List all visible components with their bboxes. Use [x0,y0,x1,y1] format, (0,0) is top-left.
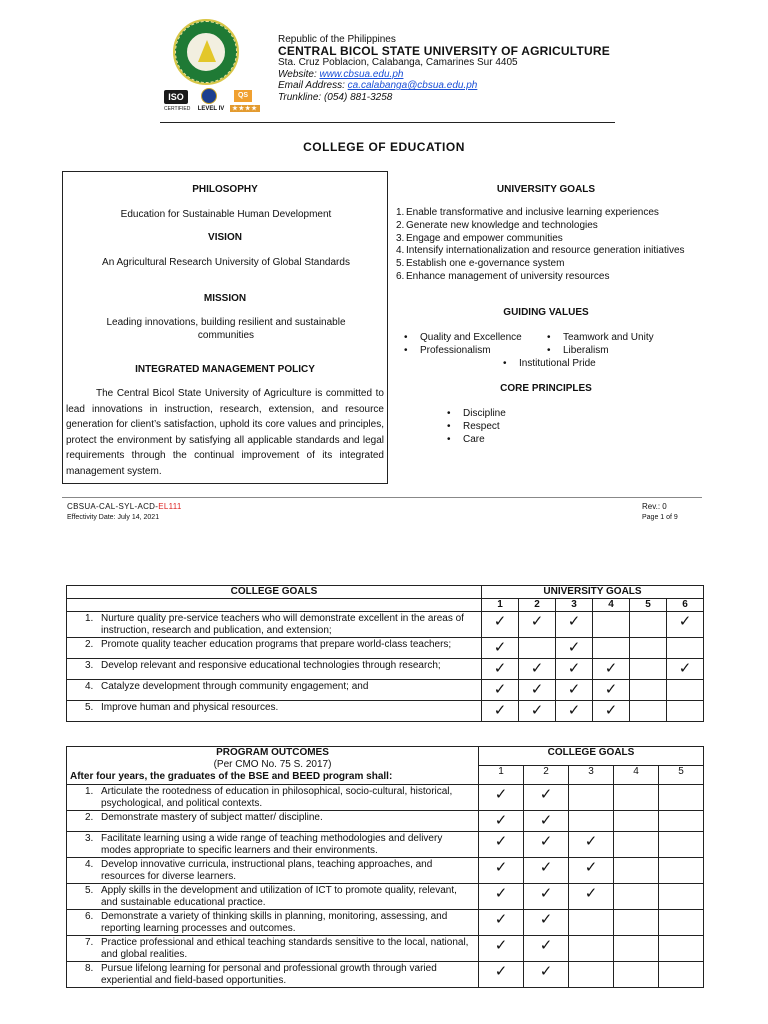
row-num: 8. [85,963,94,974]
university-goals-list [396,207,716,284]
check-icon: ✓ [494,786,508,803]
row-text: Articulate the rootedness of education in philosophical, socio-cultural, historical, psychological, and political contexts. [101,786,453,809]
col-num: 5 [630,599,667,612]
mission-text: Leading innovations, building resilient and sustainable communities [106,317,346,341]
check-cell [614,832,659,858]
check-cell [482,612,519,638]
check-cell [524,910,569,936]
check-icon: ✓ [678,660,692,677]
check-icon: ✓ [530,660,544,677]
check-icon: ✓ [494,963,508,980]
row-text: Promote quality teacher education programs that prepare world-class teachers; [101,639,452,650]
university-name: CENTRAL BICOL STATE UNIVERSITY OF AGRICULTURE [278,43,610,58]
value-item: • Liberalism [563,345,609,356]
program-outcomes-lead: After four years, the graduates of the BSE and BEED program shall: [70,771,393,782]
header-divider [160,122,615,123]
check-cell [614,785,659,811]
check-icon: ✓ [539,833,553,850]
check-cell [479,858,524,884]
email-link[interactable]: ca.calabanga@cbsua.edu.ph [347,80,478,91]
cmo-ref: (Per CMO No. 75 S. 2017) [213,759,332,770]
torch-icon [198,40,216,62]
table-row [67,858,704,884]
table-row [67,936,704,962]
check-icon: ✓ [530,702,544,719]
row-text: Develop relevant and responsive educational technologies through research; [101,660,441,671]
university-goal-item: 2. Generate new knowledge and technologies [396,219,598,231]
check-icon: ✓ [494,812,508,829]
check-icon: ✓ [493,639,507,656]
page-title: COLLEGE OF EDUCATION [303,140,465,154]
check-cell [524,785,569,811]
check-icon: ✓ [493,681,507,698]
university-seal-logo [173,19,239,85]
imp-heading: INTEGRATED MANAGEMENT POLICY [135,364,315,375]
iso-sub-label: CERTIFIED [164,106,191,112]
row-text: Apply skills in the development and utilization of ICT to promote quality, relevant, and sustainable educational practice. [101,885,457,908]
check-cell [482,701,519,722]
row-text: Improve human and physical resources. [101,702,279,713]
email-label: Email Address: [278,80,348,91]
check-cell [524,962,569,988]
principle-item: • Respect [463,421,500,432]
check-icon: ✓ [494,833,508,850]
row-num: 2. [85,639,94,650]
philosophy-heading: PHILOSOPHY [192,184,258,195]
table-row [67,638,704,659]
check-cell [659,884,704,910]
check-cell [659,811,704,832]
col-num: 5 [659,766,704,785]
university-goal-item: 5. Establish one e-governance system [396,258,565,270]
check-cell [569,910,614,936]
row-num: 4. [85,681,94,692]
table-row [67,701,704,722]
check-cell [524,832,569,858]
mission-heading: MISSION [203,293,247,304]
row-num: 5. [85,702,94,713]
check-cell [667,701,704,722]
check-cell [593,701,630,722]
col-num: 2 [519,599,556,612]
check-icon: ✓ [493,702,507,719]
check-icon: ✓ [494,937,508,954]
check-cell [519,612,556,638]
check-cell [519,659,556,680]
website-link[interactable]: www.cbsua.edu.ph [319,68,404,80]
doc-code-divider [62,497,702,498]
check-cell [630,701,667,722]
row-text: Catalyze development through community engagement; and [101,681,369,692]
program-outcomes-header: PROGRAM OUTCOMES [216,747,329,758]
check-icon: ✓ [539,963,553,980]
check-icon: ✓ [539,859,553,876]
check-cell [659,962,704,988]
check-icon: ✓ [539,885,553,902]
check-cell [614,884,659,910]
level-label: LEVEL IV [197,106,225,112]
principle-item: • Discipline [463,408,506,419]
row-num: 1. [85,613,94,624]
university-goal-item: 1. Enable transformative and inclusive learning experiences [396,207,659,218]
university-goal-item: 3. Engage and empower communities [396,232,563,244]
check-cell [667,638,704,659]
check-cell [630,638,667,659]
row-text: Pursue lifelong learning for personal and professional growth through varied experiential and field-based opportunities. [101,963,437,986]
check-icon: ✓ [539,911,553,928]
guiding-values-heading: GUIDING VALUES [503,307,589,318]
row-text: Demonstrate mastery of subject matter/ discipline. [101,812,323,823]
college-goals-header: COLLEGE GOALS [67,586,482,599]
check-icon: ✓ [584,833,598,850]
check-cell [556,659,593,680]
page-number: Page 1 of 9 [642,514,678,521]
iso-badge: ISO [164,90,188,104]
check-cell [556,612,593,638]
vision-text: An Agricultural Research University of Global Standards [102,257,350,268]
check-cell [479,832,524,858]
college-goals-header: COLLEGE GOALS [479,747,704,766]
value-item: • Professionalism [420,345,491,356]
row-num: 1. [85,786,94,797]
col-num: 6 [667,599,704,612]
check-cell [524,936,569,962]
check-cell [659,858,704,884]
check-cell [556,701,593,722]
col-num: 3 [569,766,614,785]
table-row [67,680,704,701]
row-num: 7. [85,937,94,948]
check-cell [630,680,667,701]
accreditation-badges [164,88,264,116]
check-cell [479,884,524,910]
university-goals-heading: UNIVERSITY GOALS [496,184,596,195]
value-item: • Quality and Excellence [420,332,522,343]
table-row [67,659,704,680]
check-cell [667,659,704,680]
check-cell [667,612,704,638]
check-cell [593,612,630,638]
check-cell [569,936,614,962]
check-cell [479,811,524,832]
check-icon: ✓ [604,660,618,677]
col-num: 1 [479,766,524,785]
check-cell [569,962,614,988]
check-icon: ✓ [493,660,507,677]
check-cell [614,858,659,884]
check-icon: ✓ [567,639,581,656]
check-cell [569,832,614,858]
check-cell [630,612,667,638]
trunkline: Trunkline: (054) 881-3258 [278,91,393,103]
check-icon: ✓ [567,613,581,630]
check-cell [519,680,556,701]
address-line: Sta. Cruz Poblacion, Calabanga, Camarines Sur 4405 [278,57,518,68]
republic-line: Republic of the Philippines [278,34,396,45]
col-num: 2 [524,766,569,785]
check-cell [479,785,524,811]
check-icon: ✓ [494,859,508,876]
check-icon: ✓ [494,911,508,928]
check-icon: ✓ [494,885,508,902]
table-row [67,612,704,638]
check-cell [630,659,667,680]
check-cell [479,910,524,936]
check-cell [556,680,593,701]
check-icon: ✓ [539,812,553,829]
check-cell [569,811,614,832]
check-icon: ✓ [530,681,544,698]
col-num: 4 [614,766,659,785]
principle-item: • Care [463,434,485,445]
vision-heading: VISION [208,232,242,243]
accreditation-seal-icon [201,88,217,104]
row-num: 5. [85,885,94,896]
qs-badge: QS [234,90,252,102]
check-cell [479,962,524,988]
row-num: 6. [85,911,94,922]
imp-text: The Central Bicol State University of Agriculture is committed to lead innovations in instruction, research, extension, and resource generation for client’s satisfaction, uphold its core values and principles, protect the environment by satisfying all applicable standards and legal requirements through the continual improvement of its integrated management system. [66,388,384,477]
check-cell [569,785,614,811]
check-cell [479,936,524,962]
check-cell [659,910,704,936]
stars-rating: ★★★★ [230,105,260,112]
philosophy-text: Education for Sustainable Human Development [120,209,332,220]
check-icon: ✓ [604,702,618,719]
table-row [67,962,704,988]
check-icon: ✓ [539,937,553,954]
core-principles-heading: CORE PRINCIPLES [500,383,592,394]
col-num: 1 [482,599,519,612]
check-cell [593,638,630,659]
check-cell [524,858,569,884]
check-cell [593,659,630,680]
row-text: Facilitate learning using a wide range of teaching methodologies and delivery modes appropriate to specific learners and their environments. [101,833,443,856]
check-icon: ✓ [604,681,618,698]
check-icon: ✓ [584,859,598,876]
check-cell [667,680,704,701]
course-code: EL111 [158,502,182,511]
letterhead [278,34,610,103]
row-text: Practice professional and ethical teaching standards sensitive to the local, national, and global realities. [101,937,469,960]
row-num: 3. [85,660,94,671]
check-cell [524,884,569,910]
col-num: 3 [556,599,593,612]
check-cell [569,884,614,910]
check-cell [593,680,630,701]
check-cell [659,785,704,811]
check-icon: ✓ [567,681,581,698]
table-row [67,785,704,811]
program-outcomes-matrix [66,746,704,988]
check-icon: ✓ [584,885,598,902]
check-icon: ✓ [678,613,692,630]
check-cell [556,638,593,659]
check-icon: ✓ [567,702,581,719]
check-cell [524,811,569,832]
univ-goals-header: UNIVERSITY GOALS [482,586,704,599]
effectivity-date: Effectivity Date: July 14, 2021 [67,514,160,521]
value-item: • Teamwork and Unity [563,332,654,343]
row-text: Demonstrate a variety of thinking skills in planning, monitoring, assessing, and reporting learning processes and outcomes. [101,911,448,934]
philosophy-box [62,171,388,484]
check-cell [614,811,659,832]
university-goal-item: 6. Enhance management of university resources [396,270,610,282]
row-text: Develop innovative curricula, instructional plans, teaching approaches, and resources for diverse learners. [101,859,433,882]
check-cell [659,936,704,962]
row-num: 3. [85,833,94,844]
check-cell [614,910,659,936]
website-label: Website: [278,68,320,80]
university-goal-item: 4. Intensify internationalization and resource generation initiatives [396,245,685,257]
check-cell [519,638,556,659]
check-cell [659,832,704,858]
row-num: 4. [85,859,94,870]
check-cell [569,858,614,884]
check-cell [614,962,659,988]
check-icon: ✓ [539,786,553,803]
revision-label: Rev.: 0 [642,502,667,511]
check-icon: ✓ [530,613,544,630]
check-cell [482,638,519,659]
row-text: Nurture quality pre-service teachers who will demonstrate excellent in the areas of instruction, research and publication, and extension; [101,613,464,636]
check-icon: ✓ [567,660,581,677]
table-row [67,811,704,832]
col-num: 4 [593,599,630,612]
check-cell [482,659,519,680]
check-icon: ✓ [493,613,507,630]
table-row [67,832,704,858]
check-cell [519,701,556,722]
table-row [67,884,704,910]
check-cell [482,680,519,701]
doc-code: CBSUA-CAL-SYL-ACD-EL111 [67,502,182,511]
college-goals-matrix [66,585,704,722]
row-num: 2. [85,812,94,823]
table-row [67,910,704,936]
check-cell [614,936,659,962]
value-item: • Institutional Pride [519,358,596,369]
